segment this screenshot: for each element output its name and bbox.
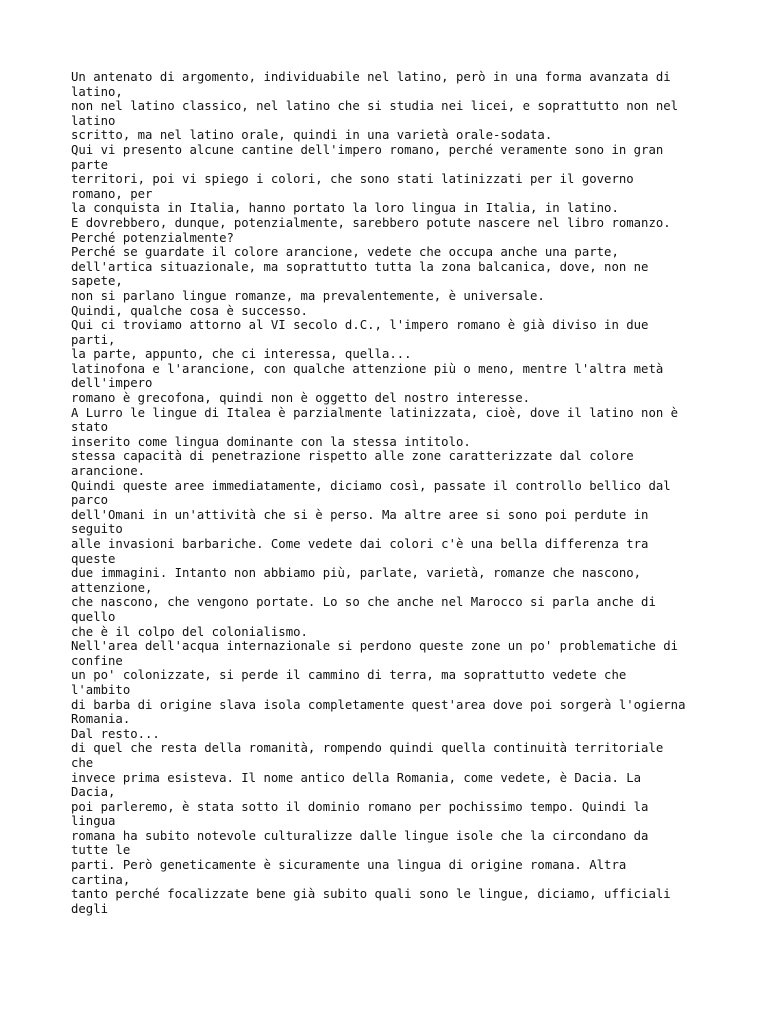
- text-line: stessa capacità di penetrazione rispetto alle zone caratterizzate dal colore: [71, 449, 634, 464]
- text-line: dell'artica situazionale, ma soprattutto tutta la zona balcanica, dove, non ne: [71, 259, 649, 274]
- text-line: che è il colpo del colonialismo.: [71, 624, 308, 639]
- text-line: arancione.: [71, 464, 146, 479]
- text-line: romana ha subito notevole culturalizze dalle lingue isole che la circondano da: [71, 828, 649, 843]
- text-line: Qui ci troviamo attorno al VI secolo d.C., l'impero romano è già diviso in due: [71, 318, 649, 333]
- text-line: alle invasioni barbariche. Come vedete dai colori c'è una bella differenza tra: [71, 537, 649, 551]
- text-line: scritto, ma nel latino orale, quindi in una varietà orale-sodata.: [71, 128, 553, 143]
- text-line: invece prima esisteva. Il nome antico della Romania, come vedete, è Dacia. La: [71, 770, 642, 785]
- text-line: un po' colonizzate, si perde il cammino di terra, ma soprattutto vedete che: [71, 668, 627, 683]
- text-line: poi parleremo, è stata sotto il dominio romano per pochissimo tempo. Quindi la: [71, 799, 649, 814]
- text-line: quello: [71, 609, 116, 624]
- text-line: confine: [71, 653, 123, 668]
- text-line: latino,: [71, 84, 123, 99]
- text-line: A Lurro le lingue di Italea è parzialmente latinizzata, cioè, dove il latino non è: [71, 405, 679, 420]
- text-line: Dacia,: [71, 785, 116, 800]
- text-line: Perché potenzialmente?: [71, 230, 234, 245]
- text-line: che nascono, che vengono portate. Lo so che anche nel Marocco si parla anche di: [71, 595, 656, 610]
- text-line: romano, per: [71, 186, 153, 201]
- text-line: parco: [71, 493, 109, 508]
- text-line: di quel che resta della romanità, rompendo quindi quella continuità territoriale: [71, 741, 664, 756]
- text-line: lingua: [71, 814, 116, 829]
- text-line: E dovrebbero, dunque, potenzialmente, sarebbero potute nascere nel libro romanzo.: [71, 215, 671, 230]
- text-line: dell'impero: [71, 376, 153, 391]
- text-line: Dal resto...: [71, 726, 160, 741]
- text-line: dell'Omani in un'attività che si è perso. Ma altre aree si sono poi perdute in: [71, 507, 649, 522]
- text-line: attenzione,: [71, 580, 153, 595]
- text-line: cartina,: [71, 872, 131, 887]
- text-line: l'ambito: [71, 682, 131, 697]
- text-line: latino: [71, 113, 116, 128]
- text-line: non si parlano lingue romanze, ma prevalentemente, è universale.: [71, 288, 545, 303]
- text-line: parti,: [71, 332, 116, 347]
- text-line: non nel latino classico, nel latino che si studia nei licei, e soprattutto non nel: [71, 99, 679, 114]
- text-line: la conquista in Italia, hanno portato la loro lingua in Italia, in latino.: [71, 201, 619, 216]
- text-line: Romania.: [71, 712, 131, 727]
- text-line: inserito come lingua dominante con la stessa intitolo.: [71, 434, 471, 449]
- text-line: stato: [71, 420, 109, 435]
- text-line: latinofona e l'arancione, con qualche attenzione più o meno, mentre l'altra metà: [71, 361, 664, 376]
- text-line: parti. Però geneticamente è sicuramente una lingua di origine romana. Altra: [71, 858, 627, 873]
- text-line: due immagini. Intanto non abbiamo più, parlate, varietà, romanze che nascono,: [71, 566, 642, 581]
- text-line: Qui vi presento alcune cantine dell'impero romano, perché veramente sono in gran: [71, 142, 664, 157]
- text-line: territori, poi vi spiego i colori, che sono stati latinizzati per il governo: [71, 172, 634, 187]
- text-line: Un antenato di argomento, individuabile nel latino, però in una forma avanzata di: [71, 70, 671, 84]
- text-line: romano è grecofona, quindi non è oggetto del nostro interesse.: [71, 391, 531, 406]
- text-line: Quindi, qualche cosa è successo.: [71, 303, 308, 318]
- text-line: Nell'area dell'acqua internazionale si perdono queste zone un po' problematiche di: [71, 639, 679, 654]
- text-line: che: [71, 755, 94, 770]
- text-line: tanto perché focalizzate bene già subito quali sono le lingue, diciamo, ufficiali: [71, 887, 671, 902]
- text-line: tutte le: [71, 843, 131, 858]
- text-line: la parte, appunto, che ci interessa, quella...: [71, 347, 412, 362]
- text-line: seguito: [71, 522, 123, 537]
- text-line: sapete,: [71, 274, 123, 289]
- text-line: degli: [71, 901, 109, 916]
- text-line: Perché se guardate il colore arancione, vedete che occupa anche una parte,: [71, 245, 619, 260]
- text-line: di barba di origine slava isola completamente quest'area dove poi sorgerà l'ogierna: [71, 697, 686, 712]
- text-line: parte: [71, 157, 109, 172]
- text-line: Quindi queste aree immediatamente, diciamo così, passate il controllo bellico dal: [71, 478, 671, 493]
- transcript-text: [71, 70, 751, 916]
- text-line: queste: [71, 551, 116, 566]
